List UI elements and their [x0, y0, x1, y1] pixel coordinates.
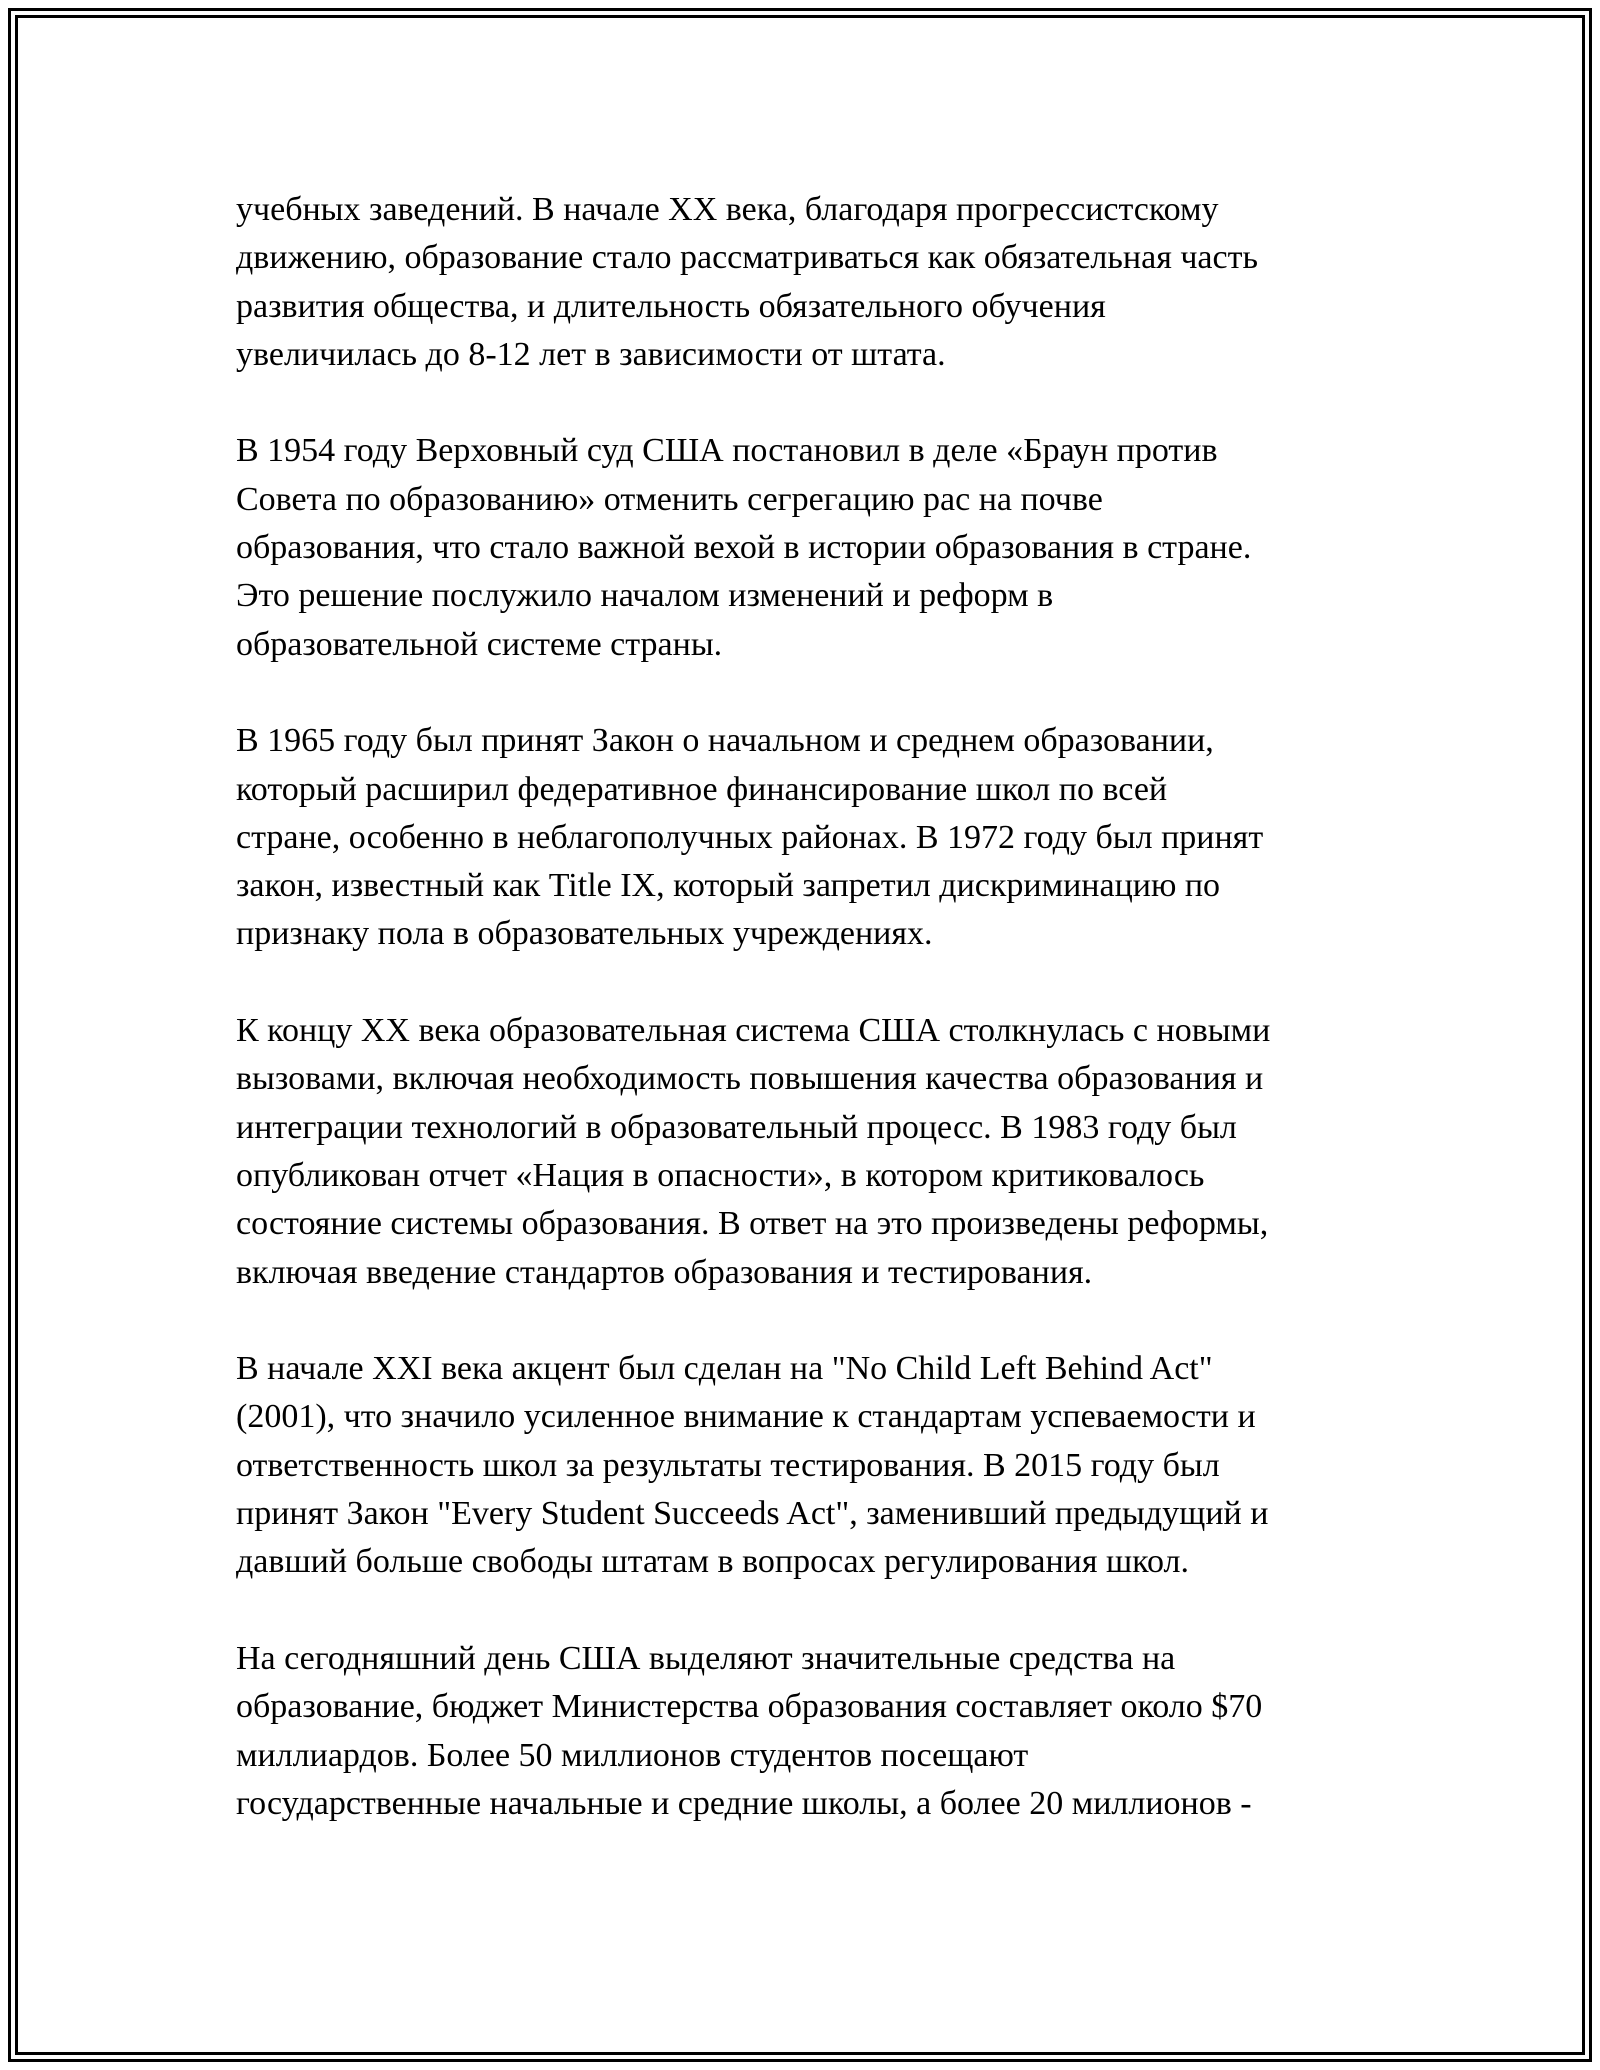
paragraph: [236, 1007, 1376, 1297]
text-line: закон, известный как Title IX, который запретил дискриминацию по: [236, 867, 1221, 905]
text-line: развития общества, и длительность обязательного обучения: [236, 287, 1106, 325]
paragraph: [236, 186, 1376, 379]
text-line: государственные начальные и средние школы, а более 20 миллионов -: [236, 1784, 1252, 1822]
text-line: включая введение стандартов образования и тестирования.: [236, 1253, 1093, 1291]
text-line: миллиардов. Более 50 миллионов студентов посещают: [236, 1736, 1029, 1774]
paragraph: [236, 1345, 1376, 1586]
paragraph: [236, 1635, 1376, 1828]
text-line: принят Закон "Every Student Succeeds Act", заменивший предыдущий и: [236, 1495, 1269, 1533]
text-line: В 1965 году был принят Закон о начальном и среднем образовании,: [236, 722, 1214, 760]
text-line: (2001), что значило усиленное внимание к стандартам успеваемости и: [236, 1398, 1256, 1436]
text-line: движению, образование стало рассматриваться как обязательная часть: [236, 239, 1258, 277]
paragraph: [236, 717, 1376, 958]
text-line: учебных заведений. В начале XX века, благодаря прогрессистскому: [236, 191, 1219, 228]
text-line: давший больше свободы штатам в вопросах регулирования школ.: [236, 1543, 1189, 1581]
text-line: увеличилась до 8-12 лет в зависимости от штата.: [236, 335, 946, 373]
text-line: На сегодняшний день США выделяют значительные средства на: [236, 1639, 1176, 1677]
text-line: Это решение послужило началом изменений и реформ в: [236, 577, 1054, 615]
text-line: В 1954 году Верховный суд США постановил в деле «Браун против: [236, 432, 1218, 470]
text-line: образования, что стало важной вехой в истории образования в стране.: [236, 529, 1252, 567]
text-line: состояние системы образования. В ответ на это произведены реформы,: [236, 1205, 1269, 1243]
text-line: В начале XXI века акцент был сделан на "No Child Left Behind Act": [236, 1350, 1213, 1388]
text-line: ответственность школ за результаты тестирования. В 2015 году был: [236, 1446, 1220, 1484]
text-line: стране, особенно в неблагополучных районах. В 1972 году был принят: [236, 818, 1264, 856]
text-line: К концу XX века образовательная система США столкнулась с новыми: [236, 1012, 1271, 1050]
document-body: [236, 186, 1376, 1876]
text-line: образование, бюджет Министерства образования составляет около $70: [236, 1688, 1263, 1726]
text-line: признаку пола в образовательных учреждениях.: [236, 915, 933, 953]
text-line: который расширил федеративное финансирование школ по всей: [236, 770, 1168, 808]
paragraph: [236, 427, 1376, 668]
text-line: Совета по образованию» отменить сегрегацию рас на почве: [236, 480, 1103, 518]
text-line: интеграции технологий в образовательный процесс. В 1983 году был: [236, 1108, 1237, 1146]
text-line: вызовами, включая необходимость повышения качества образования и: [236, 1060, 1264, 1098]
text-line: образовательной системе страны.: [236, 625, 723, 663]
text-line: опубликован отчет «Нация в опасности», в котором критиковалось: [236, 1156, 1205, 1194]
